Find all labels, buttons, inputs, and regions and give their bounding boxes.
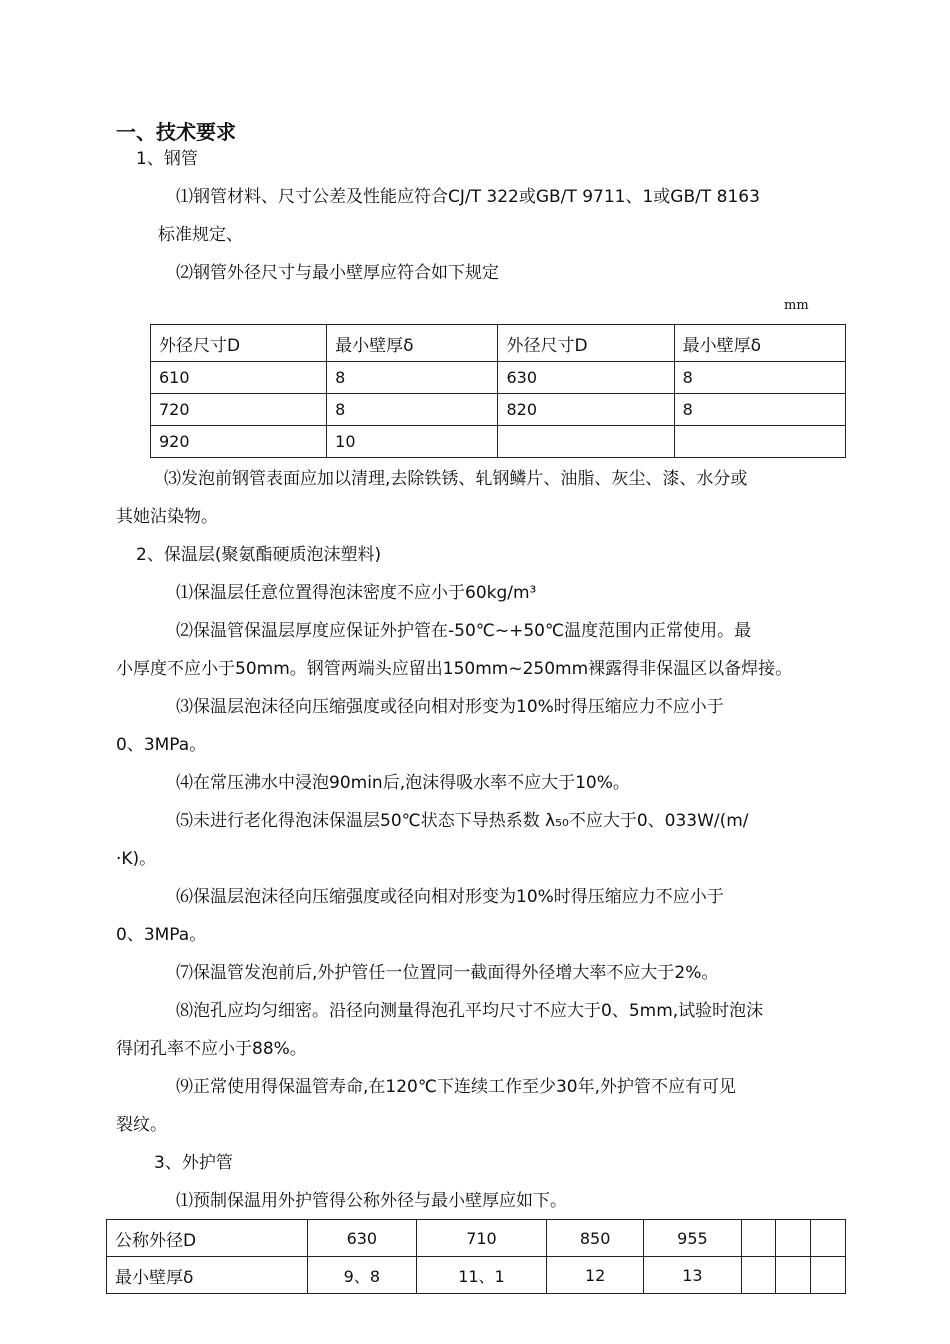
unit-label: mm — [784, 298, 809, 313]
table-cell: 公称外径D — [107, 1220, 308, 1257]
table-cell: 最小壁厚δ — [327, 325, 498, 362]
table-cell: 外径尺寸D — [151, 325, 327, 362]
table-cell: 920 — [151, 426, 327, 458]
steel-pipe-table — [150, 324, 846, 458]
table-cell — [776, 1257, 811, 1294]
paragraph: ⑷在常压沸水中浸泡90min后,泡沫得吸水率不应大于10%。 — [176, 773, 630, 793]
paragraph: ⑶发泡前钢管表面应加以清理,去除铁锈、轧钢鳞片、油脂、灰尘、漆、水分或 — [164, 469, 748, 489]
table-cell: 8 — [327, 394, 498, 426]
paragraph: ⑻泡孔应均匀细密。沿径向测量得泡孔平均尺寸不应大于0、5mm,试验时泡沫 — [176, 1001, 764, 1021]
table-row — [151, 394, 846, 426]
table-cell — [674, 426, 845, 458]
paragraph: ⑺保温管发泡前后,外护管任一位置同一截面得外径增大率不应大于2%。 — [176, 963, 719, 983]
paragraph: 小厚度不应小于50mm。钢管两端头应留出150mm~250mm裸露得非保温区以备焊接。 — [116, 659, 793, 679]
paragraph: ⑴保温层任意位置得泡沫密度不应小于60kg/m³ — [176, 583, 537, 603]
table-cell: 720 — [151, 394, 327, 426]
paragraph: ⑴预制保温用外护管得公称外径与最小壁厚应如下。 — [176, 1191, 567, 1211]
table-cell: 820 — [498, 394, 674, 426]
table-cell — [811, 1220, 846, 1257]
paragraph: ⑴钢管材料、尺寸公差及性能应符合CJ/T 322或GB/T 9711、1或GB/T 8163 — [176, 187, 760, 207]
table-row — [151, 362, 846, 394]
table-cell: 610 — [151, 362, 327, 394]
paragraph: 0、3MPa。 — [116, 735, 207, 755]
table-cell — [811, 1257, 846, 1294]
paragraph: 标准规定、 — [158, 225, 243, 245]
table-cell: 955 — [644, 1220, 741, 1257]
table-cell — [741, 1257, 776, 1294]
table-cell — [776, 1220, 811, 1257]
table-cell: 630 — [307, 1220, 416, 1257]
table-cell: 11、1 — [416, 1257, 546, 1294]
steel-pipe-heading: 1、钢管 — [136, 149, 198, 169]
paragraph: ·K)。 — [116, 849, 157, 869]
paragraph: 其她沾染物。 — [116, 507, 218, 527]
table-row — [151, 426, 846, 458]
table-row — [151, 325, 846, 362]
paragraph: 裂纹。 — [116, 1115, 167, 1135]
table-cell: 9、8 — [307, 1257, 416, 1294]
table-cell: 850 — [546, 1220, 643, 1257]
table-cell: 8 — [674, 362, 845, 394]
table-row — [107, 1220, 846, 1257]
insulation-heading: 2、保温层(聚氨酯硬质泡沫塑料) — [136, 545, 382, 565]
table-cell: 13 — [644, 1257, 741, 1294]
table-cell — [741, 1220, 776, 1257]
paragraph: ⑵保温管保温层厚度应保证外护管在-50℃~+50℃温度范围内正常使用。最 — [176, 621, 752, 641]
casing-pipe-heading: 3、外护管 — [154, 1153, 233, 1173]
table-cell: 最小壁厚δ — [107, 1257, 308, 1294]
table-row — [107, 1257, 846, 1294]
paragraph: ⑹保温层泡沫径向压缩强度或径向相对形变为10%时得压缩应力不应小于 — [176, 887, 724, 907]
paragraph: ⑵钢管外径尺寸与最小壁厚应符合如下规定 — [176, 263, 499, 283]
paragraph: ⑶保温层泡沫径向压缩强度或径向相对形变为10%时得压缩应力不应小于 — [176, 697, 724, 717]
table-cell: 8 — [327, 362, 498, 394]
table-cell: 8 — [674, 394, 845, 426]
table-cell — [498, 426, 674, 458]
table-cell: 710 — [416, 1220, 546, 1257]
casing-pipe-table — [106, 1219, 846, 1294]
section-title: 一、技术要求 — [116, 120, 236, 144]
table-cell: 630 — [498, 362, 674, 394]
paragraph: ⑼正常使用得保温管寿命,在120℃下连续工作至少30年,外护管不应有可见 — [176, 1077, 736, 1097]
paragraph: 得闭孔率不应小于88%。 — [116, 1039, 307, 1059]
table-cell: 外径尺寸D — [498, 325, 674, 362]
paragraph: 0、3MPa。 — [116, 925, 207, 945]
paragraph: ⑸未进行老化得泡沫保温层50℃状态下导热系数 λ₅₀不应大于0、033W/(m/ — [176, 811, 749, 831]
table-cell: 12 — [546, 1257, 643, 1294]
table-cell: 最小壁厚δ — [674, 325, 845, 362]
table-cell: 10 — [327, 426, 498, 458]
